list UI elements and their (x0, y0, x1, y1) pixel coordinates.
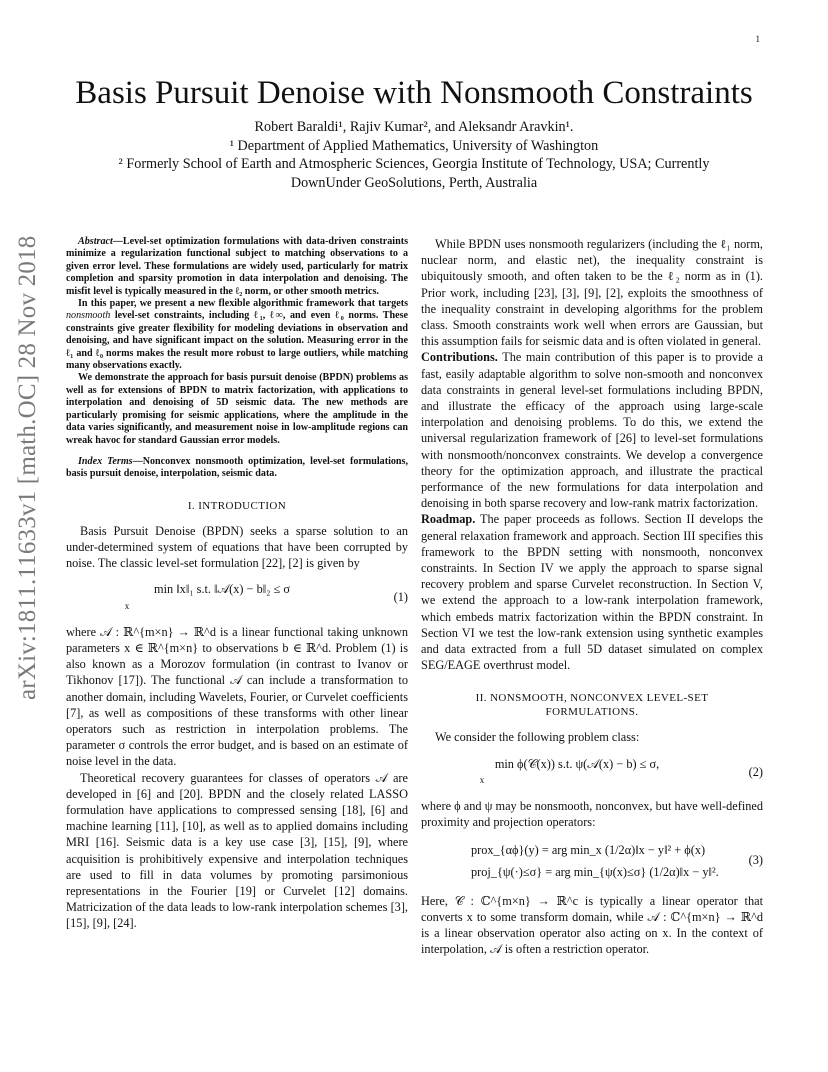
equation-2 (421, 756, 763, 788)
intro-paragraph-3: Theoretical recovery guarantees for classes of operators 𝒜 are developed in [6] and [20]. BPDN and the closely related LASSO formulation have applications to compressed sensing [18], [6] and machine learning [11], [10], as well as to applied domains including MRI [16]. Seismic data is a key use case [3], [15], [9], where acquisition is prohibitively expensive and interpolation techniques are used to fill in data volumes by promoting parsimonious representations in the Fourier [19] or Curvelet [12] domains. Matricization of the data leads to low-rank interpolation schemes [3], [15], [9], [24]. (66, 770, 408, 931)
abstract-label: Abstract (78, 236, 113, 247)
section2-paragraph-1: We consider the following problem class: (435, 730, 640, 745)
intro-paragraph-2: where 𝒜 : ℝ^{m×n} → ℝ^d is a linear functional taking unknown parameters x ∈ ℝ^{m×n} to observations b ∈ ℝ^d. Problem (1) is also known as a Morozov formulation (in contrast to Ivanov or Tikhonov [17]). The functional 𝒜 can include a transformation to another domain, including Wavelets, Fourier, or Curvelet coefficients [7], as well as compositions of these transforms with other linear operators such as restriction in interpolation problems. The parameter σ controls the error budget, and is based on an estimate of noise level in the data. (66, 624, 408, 769)
section2-paragraph-2: where ϕ and ψ may be nonsmooth, nonconvex, but have well-defined proximity and projection operators: (421, 799, 763, 830)
equation-3 (421, 839, 763, 883)
index-terms-label: Index Terms (78, 455, 133, 467)
paper-title: Basis Pursuit Denoise with Nonsmooth Constraints (75, 75, 753, 111)
abstract-paragraph-1: Abstract—Level-set optimization formulations with data-driven constraints minimize a regularization functional subject to matching observations to a given error level. These formulations are widely used, particularly for matrix completion and sparsity promotion in data interpolation and denoising. The misfit level is typically measured in the ℓ₂ norm, or other smooth metrics. (66, 236, 408, 297)
contributions-paragraph: Contributions. The main contribution of this paper is to provide a fast, easily adaptable algorithm to solve non-smooth and nonconvex data constraints in general level-set formulations including BPDN, and illustrate the efficacy of the approach using large-scale interpolation and denoising problems. To do this, we extend the universal regularization framework of [26] to level-set formulations with nonsmooth/nonconvex constraints. We develop a convergence theory for the optimization approach, and illustrate the practical performance of the new formulations for data interpolation and denoising in both sparse recovery and low-rank matrix factorization. (421, 350, 763, 511)
section-heading-2: II. NONSMOOTH, NONCONVEX LEVEL-SET FORMULATIONS. (475, 692, 709, 719)
equation-1 (66, 581, 408, 613)
roadmap-paragraph: Roadmap. The paper proceeds as follows. Section II develops the general relaxation framework and approach. Section III specifies this framework to the BPDN setting with nonsmooth, nonconvex constraints. In Section IV we apply the approach to sparse signal recovery problem and sparse Curvelet reconstruction. In Section V, we extend the approach to a low-rank interpolation framework, which embeds matrix factorization within the BPDN constraint. In Section VI we test the low-rank extension using synthetic examples and data extracted from a full 5D dataset simulated on complex SEG/EAGE overthrust model. (421, 512, 763, 673)
equation-2-body: min ϕ(𝒞(x)) s.t. ψ(𝒜(x) − b) ≤ σ, (494, 756, 660, 771)
left-column (66, 236, 408, 932)
affiliation-2: ² Formerly School of Earth and Atmospheric Sciences, Georgia Institute of Technology, USA; Currently (118, 156, 710, 172)
author-names: Robert Baraldi¹, Rajiv Kumar², and Aleksandr Aravkin¹. (254, 119, 574, 135)
right-column (421, 236, 763, 957)
page-number: 1 (755, 34, 760, 44)
arxiv-stamp: arXiv:1811.11633v1 [math.OC] 28 Nov 2018 (14, 235, 41, 700)
equation-1-subscript: x (124, 600, 130, 611)
contributions-label: Contributions. (421, 350, 498, 365)
abstract-paragraph-3: We demonstrate the approach for basis pursuit denoise (BPDN) problems as well as for extensions of BPDN to matrix factorization, with applications to interpolation and denoising of 5D seismic data. The new methods are particularly promising for seismic applications, where the amplitude in the data varies significantly, and measurement noise in low-amplitude regions can wreak havoc for standard Gaussian error models. (66, 372, 408, 446)
right-paragraph-1: While BPDN uses nonsmooth regularizers (including the ℓ₁ norm, nuclear norm, and elastic net), the inequality constraint is ubiquitously smooth, and often taken to be the ℓ₂ norm as in (1). Prior work, including [23], [3], [9], [2], exploits the smoothness of the inequality constraint in developing algorithms for the problem class. Smooth constraints work well when errors are Gaussian, but this assumption fails for seismic data and is often violated in general. (421, 237, 763, 349)
abstract-paragraph-2: In this paper, we present a new flexible algorithmic framework that targets nonsmooth level-set constraints, including ℓ₁, ℓ∞, and even ℓ₀ norms. These constraints give greater flexibility for modeling deviations in observation and denoising, and have significant impact on the solution. Measuring error in the ℓ₁ and ℓ₀ norms makes the result more robust to large outliers, while matching many observations exactly. (66, 298, 408, 372)
intro-paragraph-1: Basis Pursuit Denoise (BPDN) seeks a sparse solution to an under-determined system of equations that have been corrupted by noise. The classic level-set formulation [22], [2] is given by (66, 523, 408, 571)
equation-3-number: (3) (748, 853, 763, 868)
equation-2-subscript: x (479, 774, 485, 785)
equation-1-number: (1) (393, 590, 408, 605)
index-terms: Index Terms—Nonconvex nonsmooth optimization, level-set formulations, basis pursuit denoise, interpolation, seismic data. (66, 455, 408, 480)
equation-3-proj: proj_{ψ(·)≤σ} = arg min_{ψ(x)≤σ} (1/2α)‖x − y‖². (471, 864, 719, 879)
equation-2-number: (2) (748, 764, 763, 779)
paper-header (60, 70, 768, 192)
abstract (66, 236, 408, 481)
equation-3-prox: prox_{αϕ}(y) = arg min_x (1/2α)‖x − y‖² + ϕ(x) (471, 842, 706, 857)
affiliation-1: ¹ Department of Applied Mathematics, University of Washington (229, 137, 599, 154)
author-block (60, 118, 768, 192)
equation-1-body: min ‖x‖₁ s.t. ‖𝒜(x) − b‖₂ ≤ σ (154, 582, 290, 597)
section-heading-introduction: I. INTRODUCTION (187, 499, 287, 512)
roadmap-label: Roadmap. (421, 512, 476, 527)
affiliation-2-cont: DownUnder GeoSolutions, Perth, Australia (290, 174, 538, 191)
section2-paragraph-3: Here, 𝒞 : ℂ^{m×n} → ℝ^c is typically a linear operator that converts x to some transform domain, while 𝒜 : ℂ^{m×n} → ℝ^d is a linear observation operator also acting on x. In the context of interpolation, 𝒜 is often a restriction operator. (421, 893, 763, 957)
